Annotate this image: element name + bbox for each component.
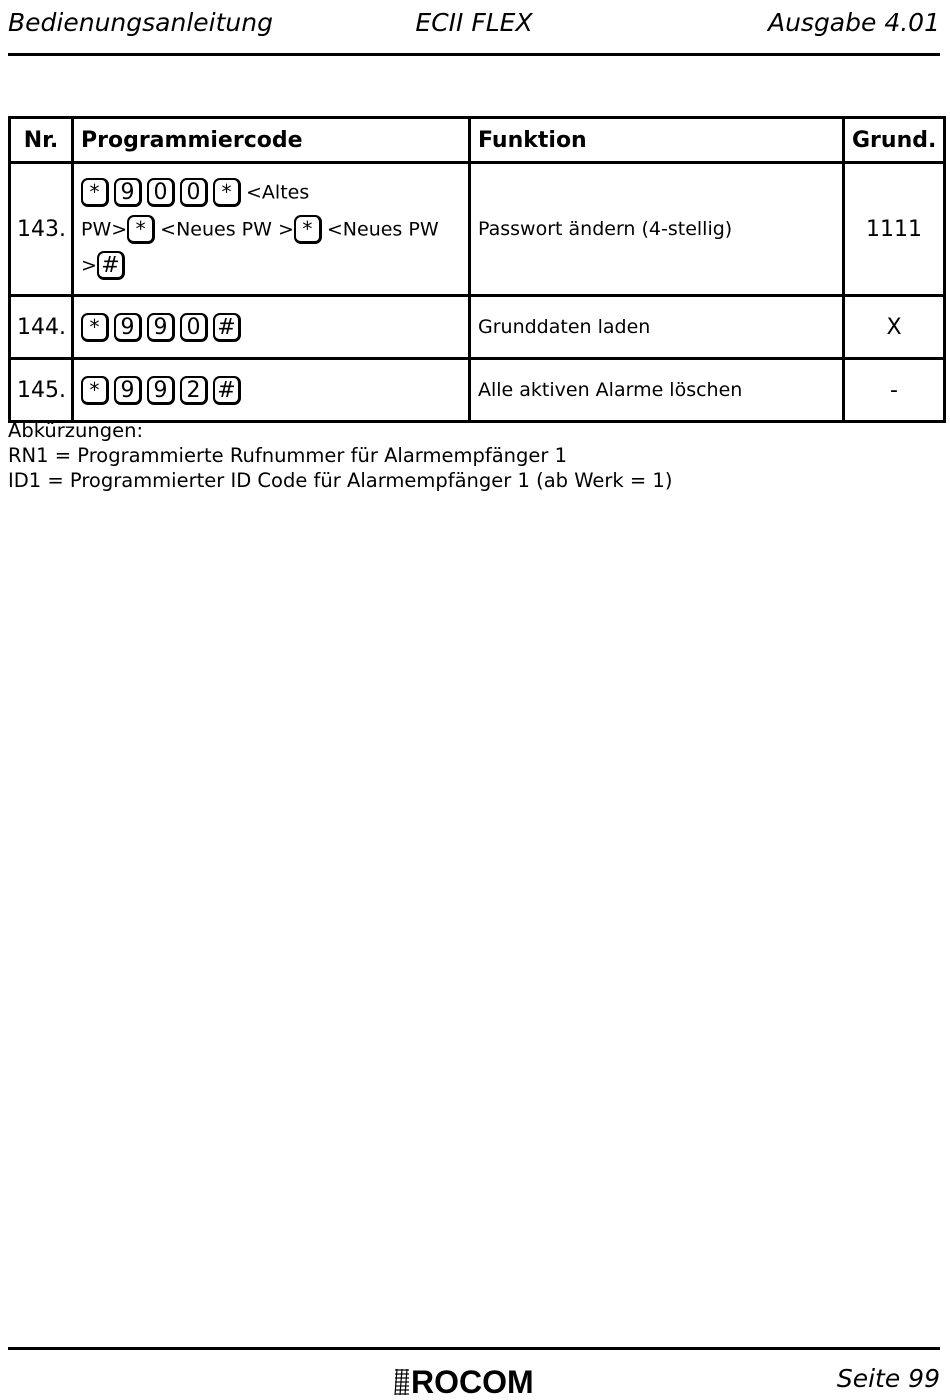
code-text: PW> <box>81 218 128 241</box>
key-digit: 0 <box>147 178 175 207</box>
row-number: 143. <box>10 163 73 296</box>
abbreviations-section <box>8 418 672 493</box>
function-cell: Passwort ändern (4-stellig) <box>470 163 844 296</box>
key-digit: 0 <box>180 178 208 207</box>
key-hash-icon: # <box>97 251 125 280</box>
key-star-icon: * <box>81 313 109 342</box>
rocom-logo <box>393 1366 534 1398</box>
key-star-icon: * <box>213 178 241 207</box>
key-digit: 0 <box>180 313 208 342</box>
table-header-row <box>10 118 945 163</box>
program-code-cell <box>73 296 470 359</box>
column-header-nr: Nr. <box>10 118 73 163</box>
code-text: <Altes <box>246 181 310 204</box>
abbreviation-line: ID1 = Programmierter ID Code für Alarmempfänger 1 (ab Werk = 1) <box>8 469 673 492</box>
program-code-cell <box>73 359 470 422</box>
key-star-icon: * <box>81 376 109 405</box>
key-digit: 9 <box>147 376 175 405</box>
key-digit: 9 <box>114 376 142 405</box>
table-row <box>10 296 945 359</box>
key-hash-icon: # <box>213 313 241 342</box>
function-cell: Grunddaten laden <box>470 296 844 359</box>
table-row <box>10 163 945 296</box>
table-row <box>10 359 945 422</box>
default-value-cell: X <box>844 296 945 359</box>
row-number: 144. <box>10 296 73 359</box>
edition-label: Ausgabe 4.01 <box>767 8 940 37</box>
code-text: <Neues PW > <box>160 218 294 241</box>
header-divider <box>8 53 940 56</box>
column-header-function: Funktion <box>470 118 844 163</box>
page-header <box>8 8 940 44</box>
logo-wordmark: ROCOM <box>411 1364 534 1400</box>
key-star-icon: * <box>127 215 155 244</box>
product-name: ECII FLEX <box>415 8 533 37</box>
key-digit: 9 <box>114 313 142 342</box>
function-cell: Alle aktiven Alarme löschen <box>470 359 844 422</box>
key-digit: 2 <box>180 376 208 405</box>
key-digit: 9 <box>114 178 142 207</box>
code-text: <Neues PW <box>326 218 439 241</box>
key-star-icon: * <box>294 215 322 244</box>
row-number: 145. <box>10 359 73 422</box>
page-number: Seite 99 <box>836 1364 940 1393</box>
code-text: > <box>81 254 97 277</box>
key-star-icon: * <box>81 178 109 207</box>
program-code-cell <box>73 163 470 296</box>
column-header-code: Programmiercode <box>73 118 470 163</box>
footer-divider <box>8 1347 940 1350</box>
key-hash-icon: # <box>213 376 241 405</box>
default-value-cell: - <box>844 359 945 422</box>
abbreviation-line: RN1 = Programmierte Rufnummer für Alarmempfänger 1 <box>8 444 567 467</box>
program-code-table <box>8 116 946 423</box>
default-value-cell: 1111 <box>844 163 945 296</box>
logo-mesh-icon <box>393 1368 411 1396</box>
document-title: Bedienungsanleitung <box>8 8 273 37</box>
abbreviations-title: Abkürzungen: <box>8 419 144 442</box>
key-digit: 9 <box>147 313 175 342</box>
column-header-default: Grund. <box>844 118 945 163</box>
